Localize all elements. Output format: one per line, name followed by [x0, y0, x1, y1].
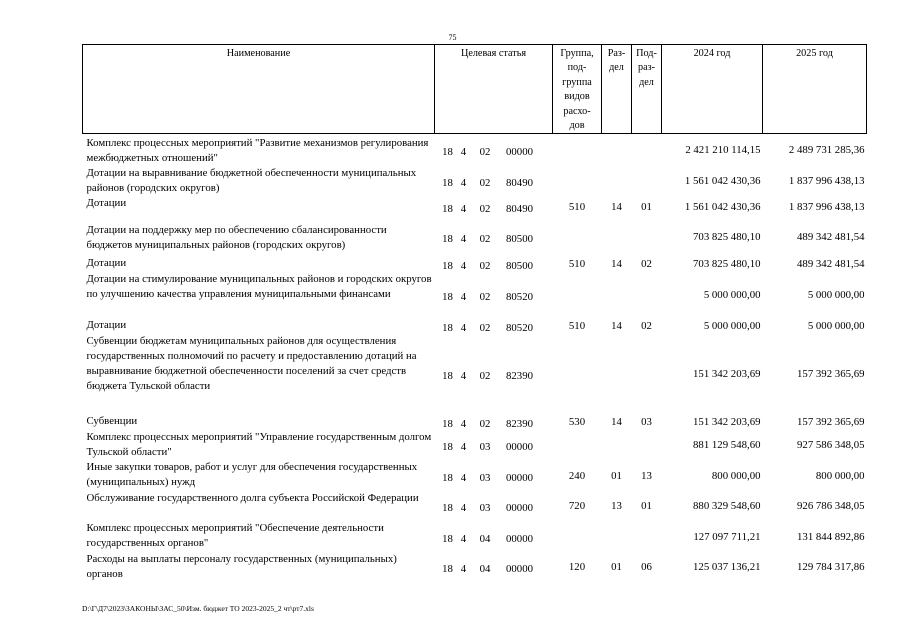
target-article-part: 18 — [442, 563, 453, 576]
target-article-part: 00000 — [506, 532, 533, 545]
row-target-article — [435, 256, 553, 272]
target-article-part: 03 — [479, 471, 491, 484]
target-article-part: 00000 — [506, 502, 533, 515]
table-row — [83, 196, 867, 218]
row-value-2024: 800 000,00 — [711, 469, 761, 482]
table-row — [83, 166, 867, 196]
row-value-2024: 703 825 480,10 — [693, 231, 761, 244]
row-target-article — [435, 460, 553, 491]
target-article-part: 00000 — [506, 471, 533, 484]
target-article-part: 4 — [460, 370, 467, 383]
row-name: Расходы на выплаты персоналу государственных (муниципальных) органов — [86, 553, 397, 581]
row-value-2024: 881 129 548,60 — [693, 439, 761, 452]
target-article-part: 4 — [460, 260, 467, 273]
target-article-part: 18 — [442, 146, 453, 159]
target-article-part: 4 — [460, 418, 467, 431]
row-value-2025: 157 392 365,69 — [797, 416, 865, 429]
header-row — [83, 45, 867, 134]
row-value-2025: 129 784 317,86 — [797, 561, 865, 574]
row-value-2025: 489 342 481,54 — [797, 231, 865, 244]
header-2025: 2025 год — [763, 45, 867, 134]
row-section — [602, 521, 632, 552]
row-group — [553, 134, 602, 167]
row-value-2024: 151 342 203,69 — [693, 416, 761, 429]
row-section — [602, 166, 632, 196]
header-2024: 2024 год — [662, 45, 763, 134]
row-value-2025: 927 586 348,05 — [797, 439, 865, 452]
row-section: 14 — [611, 258, 622, 271]
row-name: Дотации — [86, 197, 127, 210]
target-article-part: 02 — [479, 146, 491, 159]
row-subsection — [632, 430, 662, 460]
target-article-part: 4 — [460, 532, 467, 545]
header-section: Раз- дел — [602, 45, 632, 134]
row-group: 240 — [568, 469, 586, 482]
row-name: Субвенции — [86, 415, 138, 428]
table-row — [83, 218, 867, 256]
target-article-part: 80490 — [506, 203, 533, 216]
row-subsection — [632, 521, 662, 552]
row-value-2025: 131 844 892,86 — [797, 530, 865, 543]
target-article-part: 4 — [460, 471, 467, 484]
table-row — [83, 430, 867, 460]
row-subsection — [632, 166, 662, 196]
row-subsection: 13 — [641, 469, 652, 482]
target-article-part: 4 — [460, 233, 467, 246]
target-article-part: 4 — [460, 441, 467, 454]
footer-file-path: D:\Г\Д7\2023\ЗАКОНЫ\ЗАС_50\Изм. бюджет ТО 2023-2025_2 чт\рт7.xls — [82, 604, 314, 613]
row-section: 01 — [611, 561, 622, 574]
row-subsection: 02 — [641, 320, 652, 333]
row-target-article — [435, 334, 553, 414]
target-article-part: 80520 — [506, 291, 533, 304]
row-name: Комплекс процессных мероприятий "Развитие механизмов регулирования межбюджетных отношений" — [86, 137, 429, 165]
row-value-2025: 926 786 348,05 — [797, 500, 865, 513]
row-name: Дотации на выравнивание бюджетной обеспеченности муниципальных районов (городских округов) — [86, 167, 417, 195]
target-article-part: 18 — [442, 291, 453, 304]
table-row — [83, 521, 867, 552]
row-section: 13 — [611, 500, 622, 513]
target-article-part: 80500 — [506, 260, 533, 273]
target-article-part: 02 — [479, 260, 491, 273]
row-target-article — [435, 218, 553, 256]
table-row — [83, 318, 867, 334]
target-article-part: 80490 — [506, 177, 533, 190]
row-target-article — [435, 318, 553, 334]
row-target-article — [435, 521, 553, 552]
row-name: Дотации — [86, 257, 127, 270]
table-row — [83, 272, 867, 318]
table-row — [83, 491, 867, 521]
row-target-article — [435, 414, 553, 430]
row-subsection — [632, 218, 662, 256]
table-row — [83, 460, 867, 491]
target-article-part: 00000 — [506, 563, 533, 576]
target-article-part: 4 — [460, 177, 467, 190]
target-article-part: 04 — [479, 563, 491, 576]
row-subsection: 06 — [641, 561, 652, 574]
target-article-part: 18 — [442, 233, 453, 246]
row-target-article — [435, 134, 553, 167]
row-name: Дотации на стимулирование муниципальных районов и городских округов по улучшению качества управления муниципальными финансами — [86, 273, 432, 301]
row-section: 14 — [611, 201, 622, 214]
header-target-article: Целевая статья — [435, 45, 553, 134]
row-group: 510 — [568, 320, 586, 333]
target-article-part: 02 — [479, 233, 491, 246]
target-article-part: 80500 — [506, 233, 533, 246]
row-value-2024: 151 342 203,69 — [693, 368, 761, 381]
row-value-2024: 125 037 136,21 — [693, 561, 761, 574]
row-subsection: 01 — [641, 201, 652, 214]
target-article-part: 02 — [479, 418, 491, 431]
row-value-2024: 5 000 000,00 — [703, 289, 761, 302]
table-row — [83, 134, 867, 167]
row-group — [553, 521, 602, 552]
row-subsection: 03 — [641, 416, 652, 429]
header-name: Наименование — [83, 45, 435, 134]
target-article-part: 18 — [442, 441, 453, 454]
row-name: Субвенции бюджетам муниципальных районов для осуществления государственных полномочий по расчету и предоставлению дотаций на выравнивание бюджетной обеспеченности поселений за счет средств бюджета Тульской области — [86, 335, 417, 393]
row-group: 530 — [568, 416, 586, 429]
target-article-part: 02 — [479, 177, 491, 190]
row-section: 14 — [611, 320, 622, 333]
page-number: 75 — [448, 33, 457, 42]
row-name: Обслуживание государственного долга субъекта Российской Федерации — [86, 492, 419, 505]
row-value-2025: 5 000 000,00 — [807, 320, 865, 333]
row-value-2025: 1 837 996 438,13 — [788, 201, 865, 214]
target-article-part: 18 — [442, 203, 453, 216]
row-name: Комплекс процессных мероприятий "Управление государственным долгом Тульской области" — [86, 431, 432, 459]
row-group — [553, 166, 602, 196]
row-target-article — [435, 166, 553, 196]
target-article-part: 18 — [442, 471, 453, 484]
target-article-part: 02 — [479, 203, 491, 216]
row-value-2024: 880 329 548,60 — [693, 500, 761, 513]
row-group: 720 — [568, 500, 586, 513]
budget-table — [82, 44, 867, 582]
row-section — [602, 272, 632, 318]
row-section: 01 — [611, 469, 622, 482]
row-section: 14 — [611, 416, 622, 429]
target-article-part: 80520 — [506, 322, 533, 335]
row-name: Дотации на поддержку мер по обеспечению сбалансированности бюджетов муниципальных районов (городских округов) — [86, 224, 387, 252]
row-target-article — [435, 491, 553, 521]
row-target-article — [435, 430, 553, 460]
row-target-article — [435, 196, 553, 218]
target-article-part: 04 — [479, 532, 491, 545]
target-article-part: 82390 — [506, 418, 533, 431]
target-article-part: 18 — [442, 260, 453, 273]
row-value-2024: 1 561 042 430,36 — [684, 175, 761, 188]
target-article-part: 4 — [460, 563, 467, 576]
target-article-part: 18 — [442, 532, 453, 545]
row-group — [553, 334, 602, 414]
target-article-part: 02 — [479, 370, 491, 383]
target-article-part: 4 — [460, 146, 467, 159]
target-article-part: 4 — [460, 502, 467, 515]
target-article-part: 02 — [479, 291, 491, 304]
row-subsection — [632, 134, 662, 167]
row-section — [602, 430, 632, 460]
row-value-2024: 127 097 711,21 — [693, 530, 761, 543]
target-article-part: 82390 — [506, 370, 533, 383]
row-value-2024: 1 561 042 430,36 — [684, 201, 761, 214]
row-subsection: 01 — [641, 500, 652, 513]
row-group — [553, 218, 602, 256]
row-target-article — [435, 272, 553, 318]
target-article-part: 02 — [479, 322, 491, 335]
target-article-part: 18 — [442, 418, 453, 431]
row-subsection — [632, 272, 662, 318]
target-article-part: 4 — [460, 322, 467, 335]
table-row — [83, 414, 867, 430]
row-subsection — [632, 334, 662, 414]
table-row — [83, 256, 867, 272]
row-section — [602, 334, 632, 414]
row-group — [553, 430, 602, 460]
row-name: Дотации — [86, 319, 127, 332]
target-article-part: 18 — [442, 177, 453, 190]
row-target-article — [435, 552, 553, 582]
row-value-2025: 800 000,00 — [815, 469, 865, 482]
row-subsection: 02 — [641, 258, 652, 271]
table-row — [83, 334, 867, 414]
target-article-part: 18 — [442, 322, 453, 335]
target-article-part: 00000 — [506, 441, 533, 454]
row-value-2025: 489 342 481,54 — [797, 258, 865, 271]
row-value-2024: 703 825 480,10 — [693, 258, 761, 271]
row-group: 510 — [568, 201, 586, 214]
row-group: 120 — [568, 561, 586, 574]
target-article-part: 03 — [479, 502, 491, 515]
target-article-part: 4 — [460, 291, 467, 304]
row-value-2025: 2 489 731 285,36 — [788, 144, 865, 157]
row-value-2025: 157 392 365,69 — [797, 368, 865, 381]
target-article-part: 03 — [479, 441, 491, 454]
row-value-2025: 1 837 996 438,13 — [788, 175, 865, 188]
header-subsection: Под- раз- дел — [632, 45, 662, 134]
row-value-2024: 2 421 210 114,15 — [685, 144, 761, 157]
row-name: Иные закупки товаров, работ и услуг для обеспечения государственных (муниципальных) нужд — [86, 461, 418, 489]
table-row — [83, 552, 867, 582]
header-group: Группа, под- группа видов расхо- дов — [553, 45, 602, 134]
row-value-2025: 5 000 000,00 — [807, 289, 865, 302]
target-article-part: 00000 — [506, 146, 533, 159]
row-value-2024: 5 000 000,00 — [703, 320, 761, 333]
row-group — [553, 272, 602, 318]
row-section — [602, 134, 632, 167]
row-name: Комплекс процессных мероприятий "Обеспечение деятельности государственных органов" — [86, 522, 384, 550]
target-article-part: 18 — [442, 502, 453, 515]
row-group: 510 — [568, 258, 586, 271]
row-section — [602, 218, 632, 256]
target-article-part: 4 — [460, 203, 467, 216]
target-article-part: 18 — [442, 370, 453, 383]
